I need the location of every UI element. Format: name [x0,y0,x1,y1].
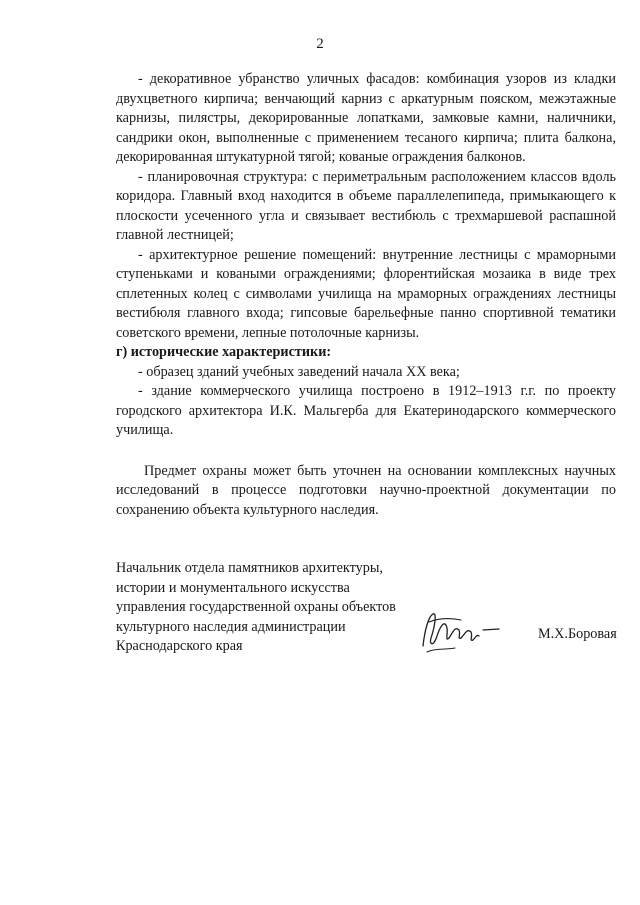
paragraph-decor: - декоративное убранство уличных фасадов: комбинация узоров из кладки двухцветного кирпича; венчающий карниз с аркатурным пояском, межэтажные карнизы, пилястры, декорированные лопатками, замковые камни, наличники, сандрики окон, выполненные с применением тесаного кирпича; плита балкона, декорированная штукатурной тягой; кованые ограждения балконов. [116,71,616,165]
history-heading: г) исторические характеристики: [116,344,332,360]
position-line: управления государственной охраны объектов [116,599,396,615]
history-item-2: - здание коммерческого училища построено в 1912–1913 г.г. по проекту городского архитектора И.К. Мальгерба для Екатеринодарского коммерческого училища. [116,383,616,438]
page-number: 2 [316,36,324,52]
position-line: Краснодарского края [116,638,243,654]
closing-paragraph: Предмет охраны может быть уточнен на основании комплексных научных исследований в процессе подготовки научно-проектной документации по сохранению объекта культурного наследия. [116,462,616,518]
document-body [116,70,616,520]
paragraph-arch: - архитектурное решение помещений: внутренние лестницы с мраморными ступеньками и коваными ограждениями; флорентийская мозаика в виде трех сплетенных колец с символами училища на мраморных ограждениях лестницы вестибюля главного входа; гипсовые барельефные панно спортивной тематики советского времени, лепные потолочные карнизы. [116,246,616,341]
paragraph-plan: - планировочная структура: с периметральным расположением классов вдоль коридора. Главный вход находится в объеме параллелепипеда, примыкающего к плоскости усеченного угла и связывает вестибюль с трехмаршевой распашной главной лестницей; [116,168,616,243]
history-item-1: - образец зданий учебных заведений начала XX века; [138,363,460,380]
spacer [116,441,616,462]
position-line: культурного наследия администрации [116,618,346,635]
signer-name: М.Х.Боровая [538,626,617,642]
handwritten-signature [415,608,505,658]
position-line: Начальник отдела памятников архитектуры, [116,560,383,576]
position-line: истории и монументального искусства [116,579,350,596]
